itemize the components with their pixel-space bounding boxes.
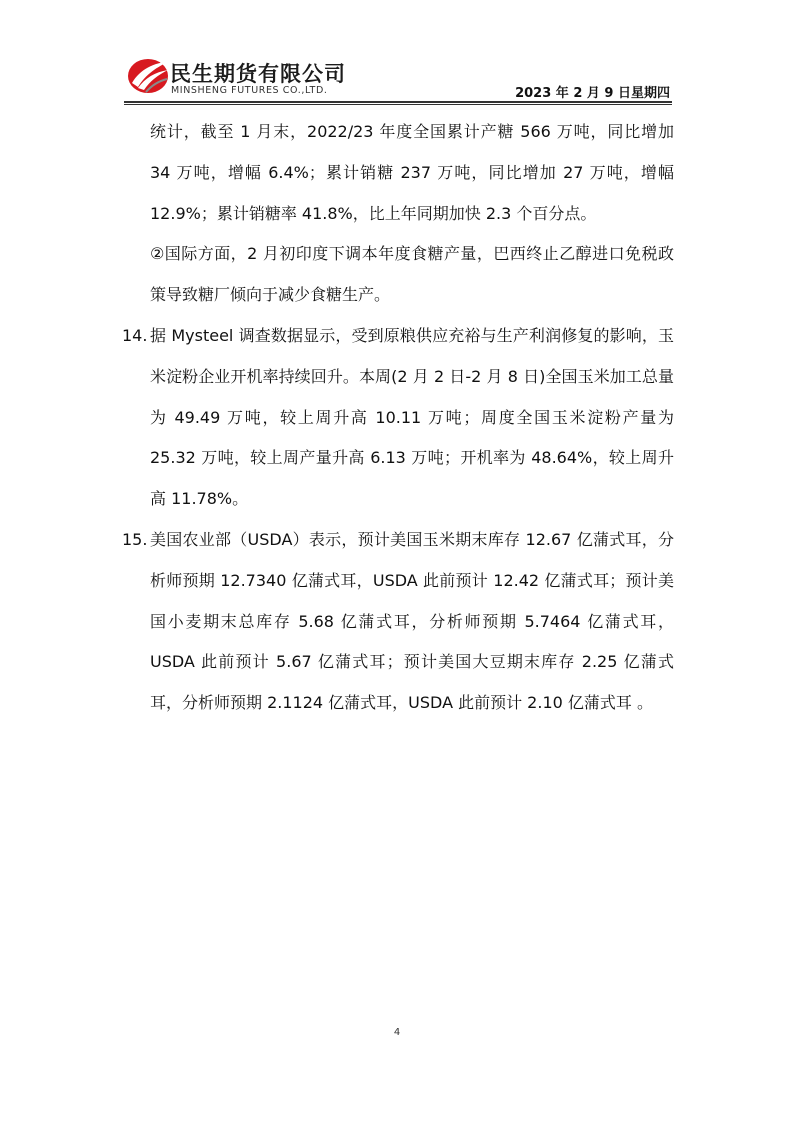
report-date: 2023 年 2 月 9 日星期四 xyxy=(515,86,670,101)
header-rule-thin xyxy=(124,104,672,105)
list-item xyxy=(122,316,674,520)
item-text: 据 Mysteel 调查数据显示，受到原粮供应充裕与生产利润修复的影响，玉米淀粉企业开机率持续回升。本周(2 月 2 日-2 月 8 日)全国玉米加工总量为 49.49 万吨，较上周升高 10.11 万吨；周度全国玉米淀粉产量为 25.32 万吨，较上周产量升高 6.13 万吨；开机率为 48.64%，较上周升高 11.78%。 xyxy=(150,325,674,509)
item-number: 14. xyxy=(122,325,148,345)
page-number: 4 xyxy=(393,1027,401,1038)
page-header xyxy=(0,0,794,110)
paragraph-sugar-international: ②国际方面，2 月初印度下调本年度食糖产量，巴西终止乙醇进口免税政策导致糖厂倾向于减少食糖生产。 xyxy=(150,244,674,305)
item-number: 15. xyxy=(122,529,148,549)
document-body xyxy=(122,112,674,724)
minsheng-logo-icon xyxy=(124,52,174,98)
header-rule-thick xyxy=(124,101,672,103)
company-name-cn: 民生期货有限公司 xyxy=(170,62,346,86)
list-item xyxy=(122,520,674,724)
item-text: 美国农业部（USDA）表示，预计美国玉米期末库存 12.67 亿蒲式耳，分析师预期 12.7340 亿蒲式耳，USDA 此前预计 12.42 亿蒲式耳；预计美国小麦期末总库存 5.68 亿蒲式耳，分析师预期 5.7464 亿蒲式耳，USDA 此前预计 5.67 亿蒲式耳；预计美国大豆期末库存 2.25 亿蒲式耳，分析师预期 2.1124 亿蒲式耳，USDA 此前预计 2.10 亿蒲式耳 。 xyxy=(150,529,674,713)
company-name-en: MINSHENG FUTURES CO.,LTD. xyxy=(171,85,328,96)
paragraph-sugar-stats: 统计，截至 1 月末，2022/23 年度全国累计产糖 566 万吨，同比增加 34 万吨，增幅 6.4%；累计销糖 237 万吨，同比增加 27 万吨，增幅 12.9%；累计销糖率 41.8%，比上年同期加快 2.3 个百分点。 xyxy=(150,122,674,223)
